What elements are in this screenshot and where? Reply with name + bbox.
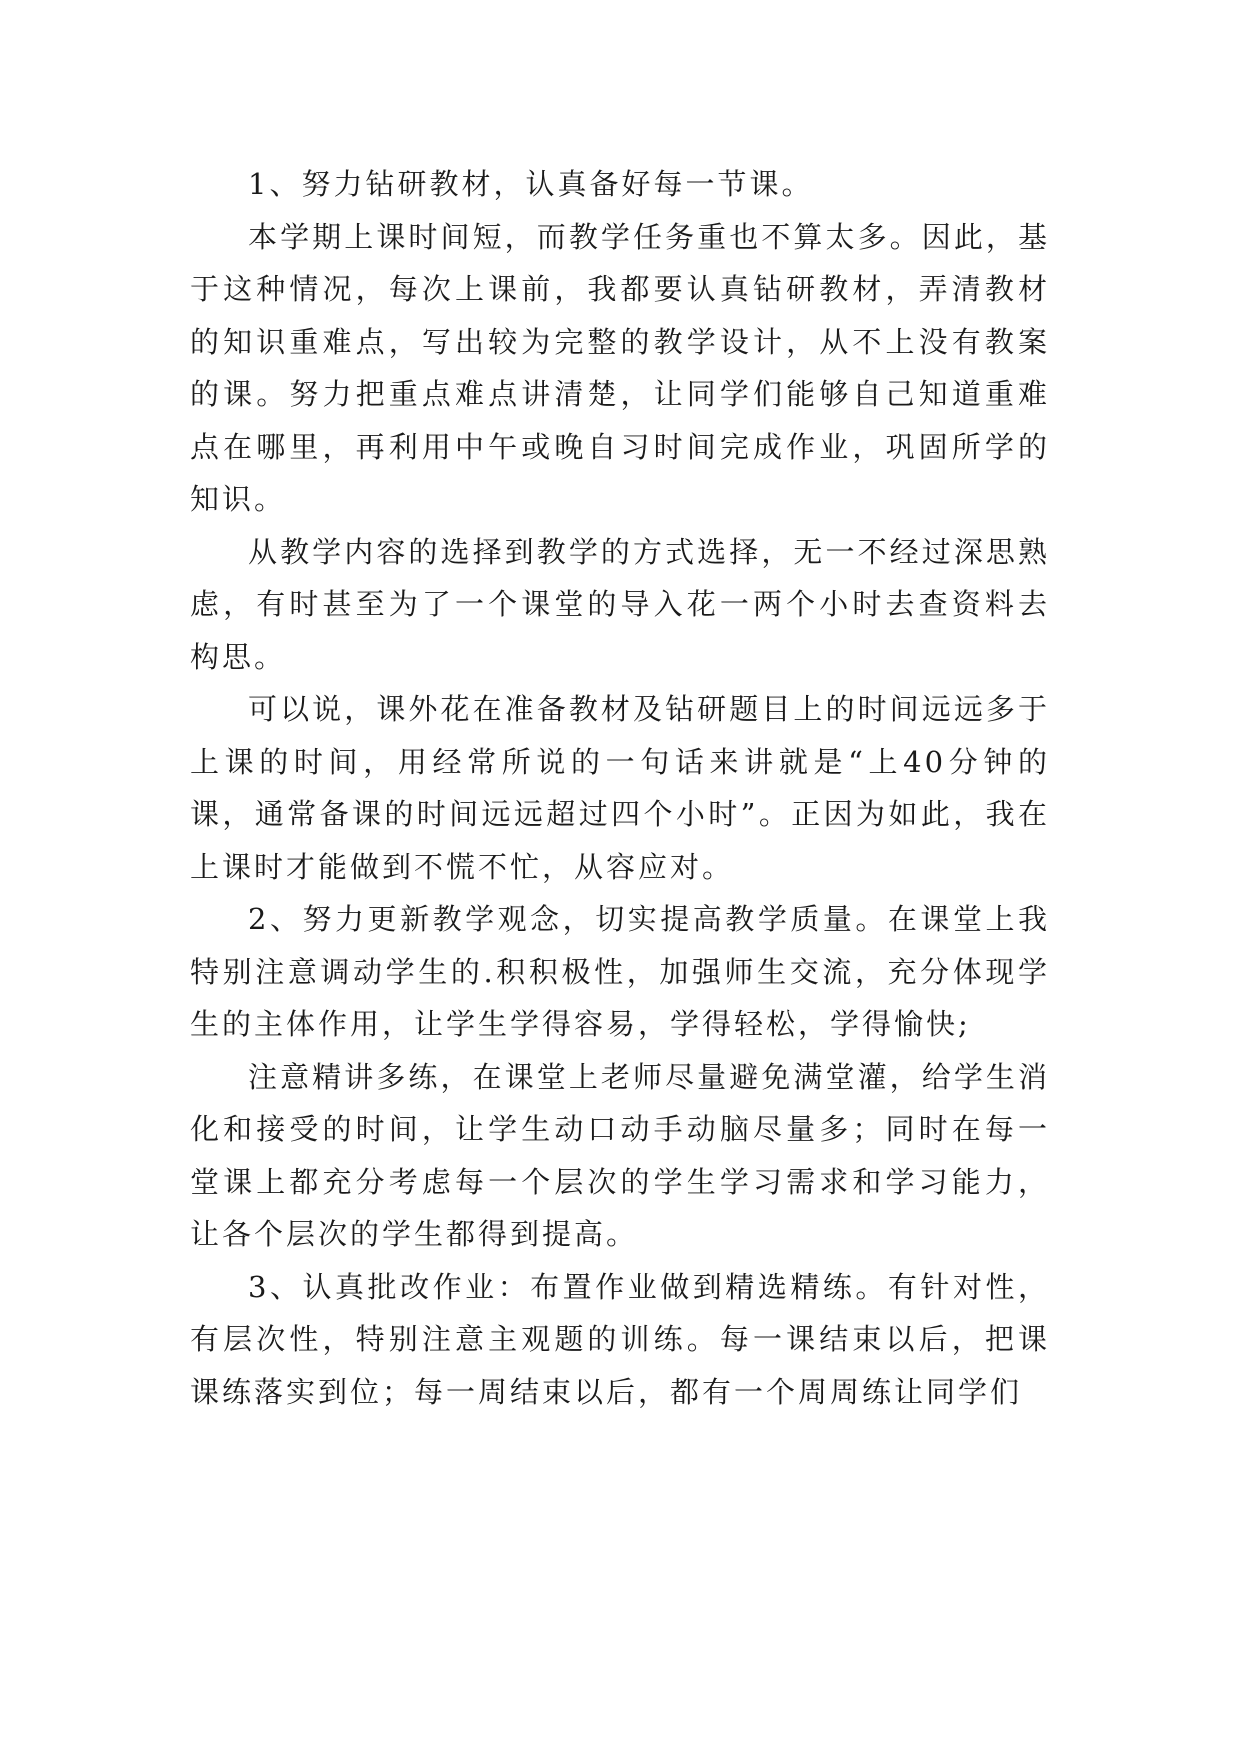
- paragraph-5: 2、努力更新教学观念，切实提高教学质量。在课堂上我特别注意调动学生的.积积极性，加强师生交流，充分体现学生的主体作用，让学生学得容易，学得轻松，学得愉快;: [190, 902, 1050, 1041]
- paragraph-7: 3、认真批改作业：布置作业做到精选精练。有针对性，有层次性，特别注意主观题的训练。每一课结束以后，把课课练落实到位；每一周结束以后，都有一个周周练让同学们: [190, 1269, 1050, 1409]
- paragraph-3: 从教学内容的选择到教学的方式选择，无一不经过深思熟虑，有时甚至为了一个课堂的导入花一两个小时去查资料去构思。: [190, 534, 1050, 674]
- paragraph-1: 1、努力钻研教材，认真备好每一节课。: [248, 167, 814, 201]
- document-body: [190, 158, 1050, 1418]
- paragraph-2: 本学期上课时间短，而教学任务重也不算太多。因此，基于这种情况，每次上课前，我都要认真钻研教材，弄清教材的知识重难点，写出较为完整的教学设计，从不上没有教案的课。努力把重点难点讲清楚，让同学们能够自己知道重难点在哪里，再利用中午或晚自习时间完成作业，巩固所学的知识。: [190, 219, 1050, 516]
- paragraph-6: 注意精讲多练，在课堂上老师尽量避免满堂灌，给学生消化和接受的时间，让学生动口动手动脑尽量多；同时在每一堂课上都充分考虑每一个层次的学生学习需求和学习能力，让各个层次的学生都得到提高。: [190, 1059, 1050, 1251]
- paragraph-4: 可以说，课外花在准备教材及钻研题目上的时间远远多于上课的时间，用经常所说的一句话来讲就是“上40分钟的课，通常备课的时间远远超过四个小时”。正因为如此，我在上课时才能做到不慌不忙，从容应对。: [190, 692, 1050, 884]
